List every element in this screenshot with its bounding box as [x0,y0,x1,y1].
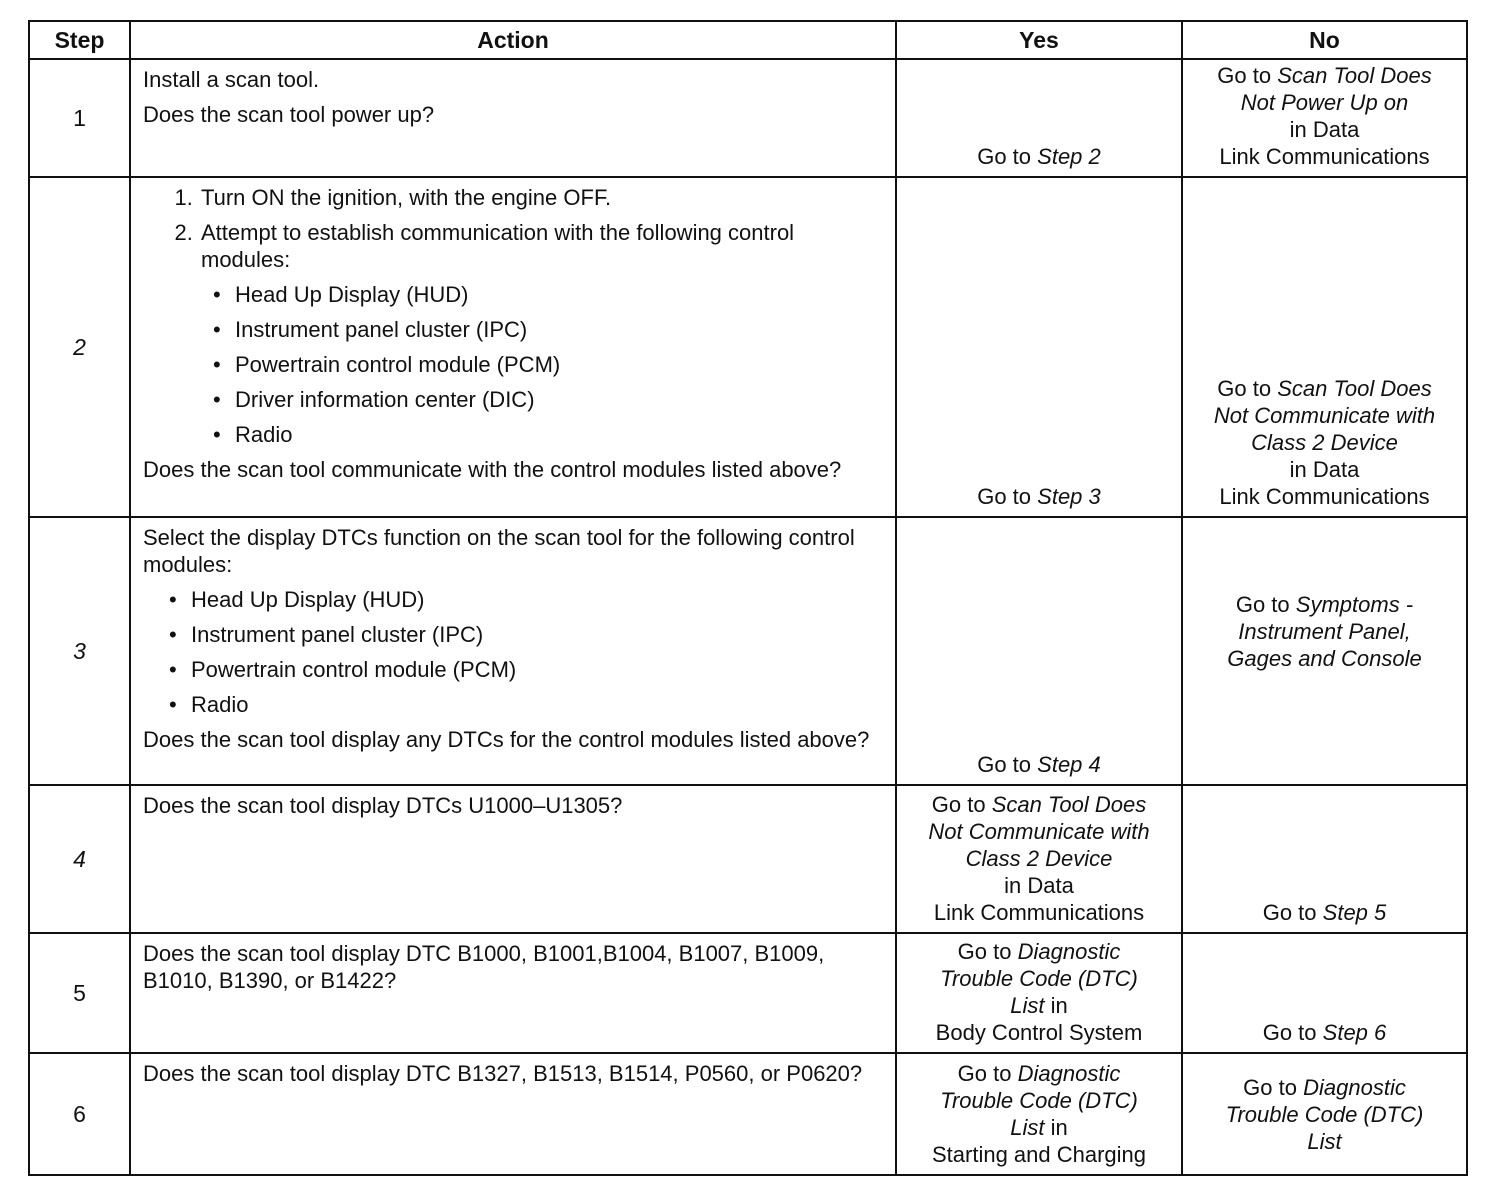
yes-prefix: Go to [977,484,1032,509]
yes-link[interactable]: Trouble Code (DTC) [940,966,1138,991]
yes-link[interactable]: List [1010,1115,1045,1140]
list-item: • Instrument panel cluster (IPC) [191,621,885,648]
yes-link[interactable]: Step 2 [1037,144,1101,169]
no-cell [1182,785,1467,933]
no-rest: Link Communications [1219,144,1430,169]
action-cell [130,933,896,1053]
yes-link[interactable]: Class 2 Device [965,846,1113,871]
no-prefix: Go to [1217,63,1272,88]
action-intro: Install a scan tool. [143,67,320,92]
table-row [29,177,1467,517]
list-item: • Head Up Display (HUD) [191,586,885,613]
table-row [29,933,1467,1053]
step-number: 2 [29,177,130,517]
no-rest: in Data [1289,117,1360,142]
no-link[interactable]: Scan Tool Does [1277,63,1432,88]
header-action: Action [130,21,896,59]
table-row [29,517,1467,785]
diagnostic-table [28,20,1468,1176]
yes-prefix: Go to [957,939,1012,964]
yes-link[interactable]: Trouble Code (DTC) [940,1088,1138,1113]
yes-cell [896,785,1182,933]
yes-cell [896,1053,1182,1175]
list-item: • Driver information center (DIC) [235,386,885,413]
no-cell [1182,59,1467,177]
no-prefix: Go to [1217,376,1272,401]
no-cell [1182,933,1467,1053]
no-prefix: Go to [1262,1020,1317,1045]
action-cell [130,517,896,785]
no-link[interactable]: Diagnostic [1303,1074,1406,1100]
list-item: • Head Up Display (HUD) [235,281,885,308]
no-link[interactable]: Scan Tool Does [1277,376,1432,401]
yes-rest: Body Control System [935,1020,1143,1045]
yes-prefix: Go to [931,792,986,817]
yes-rest: Starting and Charging [931,1142,1147,1167]
action-question: Does the scan tool display DTC B1327, B1513, B1514, P0560, or P0620? [143,1061,863,1086]
yes-prefix: Go to [977,752,1032,777]
no-link[interactable]: List [1307,1128,1342,1154]
no-link[interactable]: Trouble Code (DTC) [1225,1101,1424,1127]
yes-rest: in [1050,1115,1068,1140]
action-cell [130,785,896,933]
numbered-step-text: Attempt to establish communication with the following control modules: [201,220,795,272]
no-prefix: Go to [1235,591,1290,617]
yes-link[interactable]: Not Communicate with [928,819,1150,844]
action-cell [130,1053,896,1175]
no-prefix: Go to [1262,900,1317,925]
no-prefix: Go to [1243,1074,1297,1100]
no-cell [1182,177,1467,517]
no-link[interactable]: Step 5 [1322,900,1387,925]
list-item: • Radio [191,691,885,718]
yes-link[interactable]: Diagnostic [1017,939,1121,964]
action-question: Does the scan tool power up? [143,102,435,127]
list-item: • Powertrain control module (PCM) [235,351,885,378]
no-link[interactable]: Gages and Console [1227,645,1422,671]
no-link[interactable]: Step 6 [1322,1020,1387,1045]
no-link[interactable]: Instrument Panel, [1238,618,1411,644]
table-row [29,59,1467,177]
no-link[interactable]: Not Communicate with [1213,403,1436,428]
step-number: 1 [29,59,130,177]
header-no: No [1182,21,1467,59]
yes-cell [896,933,1182,1053]
yes-link[interactable]: Step 4 [1037,752,1101,777]
step-number: 6 [29,1053,130,1175]
yes-link[interactable]: List [1010,993,1045,1018]
module-list [143,281,885,448]
yes-cell [896,517,1182,785]
action-cell [130,59,896,177]
no-link[interactable]: Symptoms - [1295,591,1414,617]
numbered-step [199,219,885,273]
list-item: • Radio [235,421,885,448]
header-yes: Yes [896,21,1182,59]
module-list [143,586,885,718]
no-link[interactable]: Not Power Up on [1240,90,1409,115]
yes-link[interactable]: Scan Tool Does [991,792,1147,817]
yes-rest: Link Communications [933,900,1145,925]
yes-prefix: Go to [957,1061,1012,1086]
header-row [29,21,1467,59]
action-cell [130,177,896,517]
numbered-steps [143,184,885,273]
numbered-step: 1. Turn ON the ignition, with the engine OFF. [199,184,885,211]
list-item: • Powertrain control module (PCM) [191,656,885,683]
no-rest: in Data [1289,457,1360,482]
yes-cell [896,59,1182,177]
action-question: Does the scan tool display DTC B1000, B1001,B1004, B1007, B1009, B1010, B1390, or B1422? [143,941,825,993]
step-number: 5 [29,933,130,1053]
table-row [29,1053,1467,1175]
yes-rest: in Data [1004,873,1074,898]
table-row [29,785,1467,933]
yes-link[interactable]: Step 3 [1037,484,1101,509]
action-intro: Select the display DTCs function on the scan tool for the following control modules: [143,525,855,577]
step-number: 4 [29,785,130,933]
list-item: • Instrument panel cluster (IPC) [235,316,885,343]
no-cell [1182,517,1467,785]
action-question: Does the scan tool display any DTCs for the control modules listed above? [143,727,870,752]
yes-link[interactable]: Diagnostic [1017,1061,1121,1086]
action-question: Does the scan tool communicate with the control modules listed above? [143,457,842,482]
action-question: Does the scan tool display DTCs U1000–U1305? [143,793,623,818]
yes-cell [896,177,1182,517]
step-number: 3 [29,517,130,785]
no-rest: Link Communications [1219,484,1430,509]
no-link[interactable]: Class 2 Device [1251,430,1398,455]
header-step: Step [29,21,130,59]
yes-rest: in [1050,993,1068,1018]
yes-prefix: Go to [977,144,1032,169]
no-cell [1182,1053,1467,1175]
